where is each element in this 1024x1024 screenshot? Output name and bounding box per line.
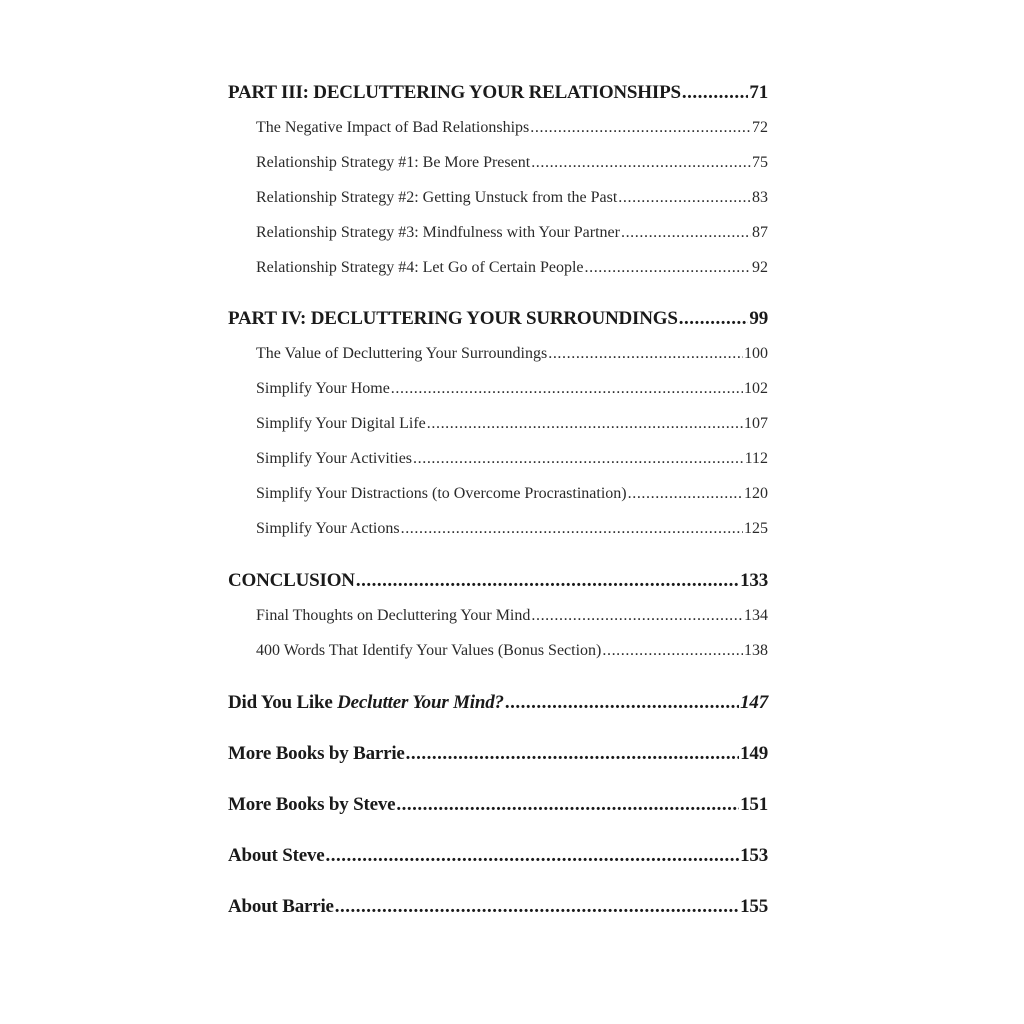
toc-entry[interactable] [256, 189, 768, 207]
dot-leader [679, 308, 749, 330]
toc-entry-title: Simplify Your Home [256, 380, 390, 397]
toc-entry[interactable] [256, 380, 768, 398]
toc-page-number: 120 [744, 485, 768, 502]
toc-page-number: 83 [752, 189, 768, 206]
toc-entry-title: Relationship Strategy #4: Let Go of Certain People [256, 259, 584, 276]
toc-page-number: 102 [744, 380, 768, 397]
dot-leader [682, 82, 749, 104]
toc-entry[interactable] [256, 450, 768, 468]
toc-heading-title: PART III: DECLUTTERING YOUR RELATIONSHIPS [228, 82, 681, 103]
toc-heading-title: PART IV: DECLUTTERING YOUR SURROUNDINGS [228, 308, 678, 329]
dot-leader [396, 794, 739, 816]
toc-page-number: 112 [744, 450, 768, 467]
toc-heading-more-books-barrie[interactable] [228, 743, 768, 765]
toc-page-number: 72 [752, 119, 768, 136]
dot-leader [413, 450, 744, 468]
dot-leader [427, 415, 743, 433]
toc-heading-about-steve[interactable] [228, 845, 768, 867]
toc-entry[interactable] [256, 224, 768, 242]
dot-leader [335, 896, 739, 918]
toc-entry-title: The Value of Decluttering Your Surroundings [256, 345, 548, 362]
toc-heading-title: About Steve [228, 845, 325, 866]
toc-page-number: 149 [740, 743, 768, 764]
toc-page-number: 92 [752, 259, 768, 276]
toc-entry-title: The Negative Impact of Bad Relationships [256, 119, 530, 136]
toc-page-number: 134 [744, 607, 768, 624]
toc-entry[interactable] [256, 119, 768, 137]
dot-leader [628, 485, 743, 503]
dot-leader [531, 607, 743, 625]
toc-entry-title: Simplify Your Actions [256, 520, 400, 537]
toc-heading-title: About Barrie [228, 896, 334, 917]
toc-heading-title-prefix: Did You Like [228, 692, 338, 713]
toc-page-number: 151 [740, 794, 768, 815]
toc-entry-title: Relationship Strategy #2: Getting Unstuck from the Past [256, 189, 618, 206]
toc-entry[interactable] [256, 345, 768, 363]
toc-entry-title: Relationship Strategy #1: Be More Present [256, 154, 531, 171]
toc-page-number: 99 [749, 308, 768, 329]
toc-entry-title: Simplify Your Distractions (to Overcome Procrastination) [256, 485, 627, 502]
toc-heading-conclusion[interactable] [228, 570, 768, 592]
toc-entry[interactable] [256, 642, 768, 660]
dot-leader [326, 845, 740, 867]
toc-heading-more-books-steve[interactable] [228, 794, 768, 816]
toc-heading-title [228, 692, 504, 714]
toc-page-number: 125 [744, 520, 768, 537]
dot-leader [548, 345, 743, 363]
toc-entry[interactable] [256, 259, 768, 277]
toc-entry-title: Final Thoughts on Decluttering Your Mind [256, 607, 531, 624]
toc-page-number: 87 [752, 224, 768, 241]
dot-leader [356, 570, 739, 592]
toc-entry[interactable] [256, 520, 768, 538]
toc-page-number: 147 [740, 692, 768, 713]
toc-heading-part-iii[interactable] [228, 82, 768, 104]
dot-leader [505, 692, 739, 714]
toc-heading-title: More Books by Steve [228, 794, 396, 815]
toc-entry[interactable] [256, 485, 768, 503]
dot-leader [618, 189, 751, 207]
toc-entry[interactable] [256, 415, 768, 433]
dot-leader [531, 154, 751, 172]
toc-page-number: 107 [744, 415, 768, 432]
toc-entry-title: Simplify Your Activities [256, 450, 413, 467]
toc-heading-part-iv[interactable] [228, 308, 768, 330]
dot-leader [602, 642, 743, 660]
toc-page-number: 133 [740, 570, 768, 591]
toc-entry[interactable] [256, 154, 768, 172]
toc-page-number: 75 [752, 154, 768, 171]
toc-heading-about-barrie[interactable] [228, 896, 768, 918]
toc-entry-title: 400 Words That Identify Your Values (Bonus Section) [256, 642, 602, 659]
dot-leader [391, 380, 743, 398]
toc-heading-title: More Books by Barrie [228, 743, 405, 764]
toc-page-number: 138 [744, 642, 768, 659]
book-title-italic: Declutter Your Mind? [337, 692, 504, 713]
dot-leader [406, 743, 739, 765]
toc-page-number: 153 [740, 845, 768, 866]
dot-leader [530, 119, 751, 137]
toc-heading-title: CONCLUSION [228, 570, 355, 591]
dot-leader [401, 520, 743, 538]
toc-entry-title: Relationship Strategy #3: Mindfulness with Your Partner [256, 224, 620, 241]
toc-page-number: 155 [740, 896, 768, 917]
toc-entry-title: Simplify Your Digital Life [256, 415, 426, 432]
toc-page-number: 71 [749, 82, 768, 103]
toc-entry[interactable] [256, 607, 768, 625]
dot-leader [621, 224, 751, 242]
dot-leader [585, 259, 752, 277]
toc-page-number: 100 [744, 345, 768, 362]
toc-heading-did-you-like[interactable] [228, 692, 768, 714]
